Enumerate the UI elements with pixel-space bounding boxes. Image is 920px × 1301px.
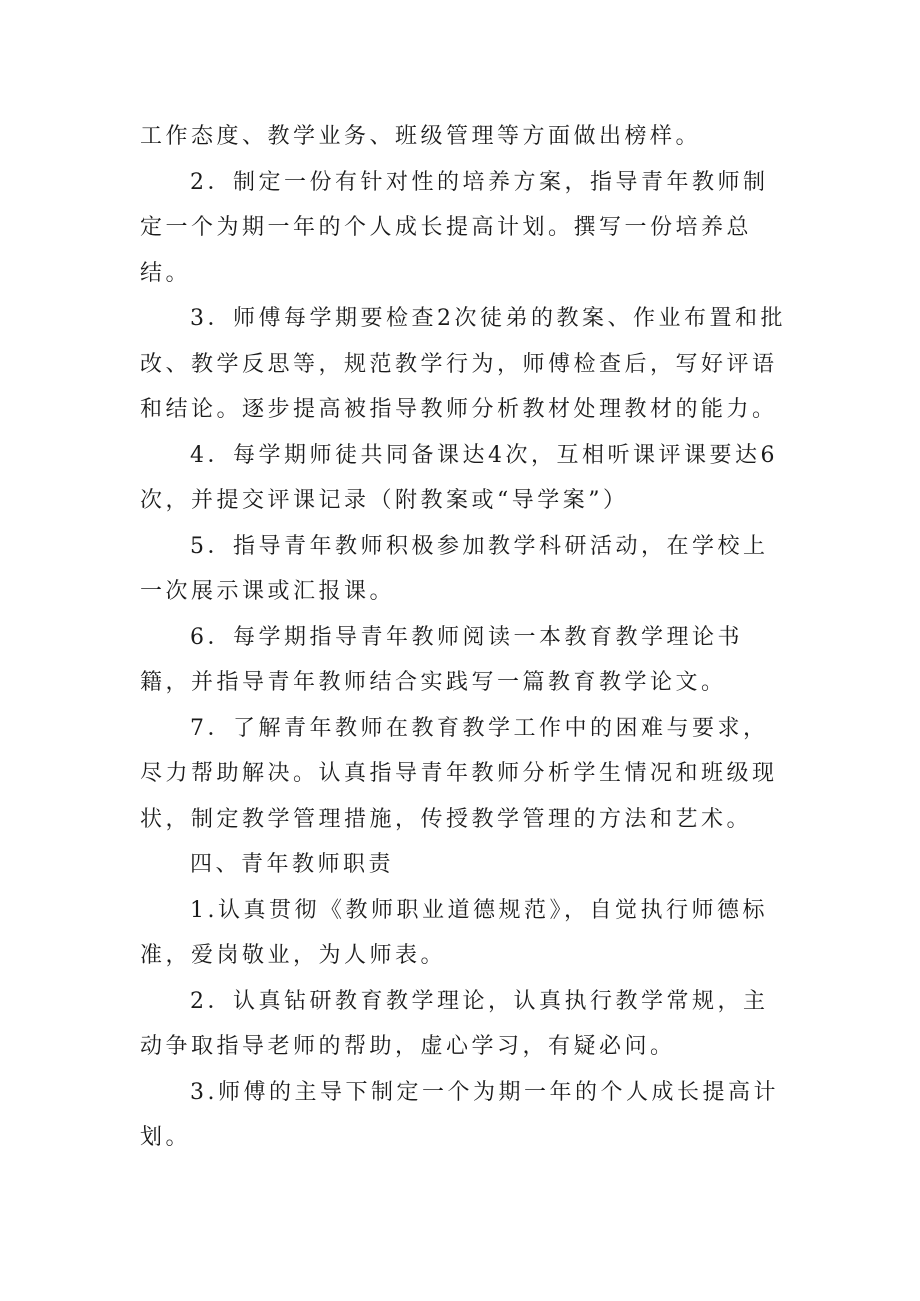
paragraph-item-3: 3．师傅每学期要检查2次徒弟的教案、作业布置和批改、教学反思等，规范教学行为，师傅检查后，写好评语和结论。逐步提高被指导教师分析教材处理教材的能力。 bbox=[140, 306, 786, 422]
document-body bbox=[140, 114, 790, 1161]
paragraph-item-7: 7．了解青年教师在教育教学工作中的困难与要求，尽力帮助解决。认真指导青年教师分析学生情况和班级现状，制定教学管理措施，传授教学管理的方法和艺术。 bbox=[140, 715, 778, 832]
paragraph-item-4: 4．每学期师徒共同备课达4次，互相听课评课要达6次，并提交评课记录（附教案或“导学案”） bbox=[140, 442, 778, 513]
section-heading-young-teacher-duties: 四、青年教师职责 bbox=[190, 852, 395, 877]
duty-item-3: 3.师傅的主导下制定一个为期一年的个人成长提高计划。 bbox=[140, 1079, 779, 1150]
paragraph-item-6: 6．每学期指导青年教师阅读一本教育教学理论书籍，并指导青年教师结合实践写一篇教育教学论文。 bbox=[140, 624, 743, 695]
duty-item-1: 1.认真贯彻《教师职业道德规范》，自觉执行师德标准，爱岗敬业，为人师表。 bbox=[140, 897, 768, 968]
paragraph-item-5: 5．指导青年教师积极参加教学科研活动，在学校上一次展示课或汇报课。 bbox=[140, 533, 769, 604]
duty-item-2: 2．认真钻研教育教学理论，认真执行教学常规，主动争取指导老师的帮助，虚心学习，有疑必问。 bbox=[140, 988, 769, 1059]
paragraph-item-2: 2．制定一份有针对性的培养方案，指导青年教师制定一个为期一年的个人成长提高计划。撰写一份培养总结。 bbox=[140, 169, 769, 286]
paragraph-continuation: 工作态度、教学业务、班级管理等方面做出榜样。 bbox=[140, 124, 702, 149]
